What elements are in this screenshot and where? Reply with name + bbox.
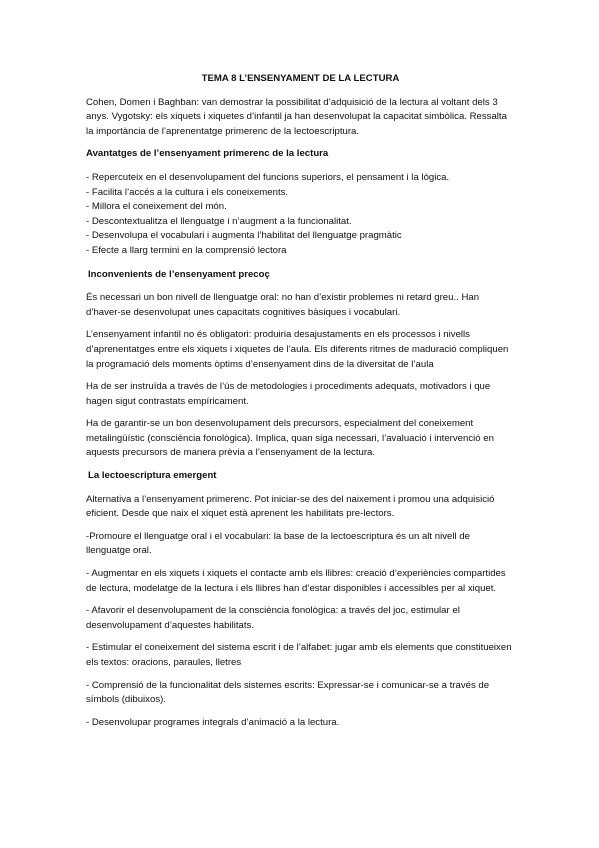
- body-paragraph: Alternativa a l’ensenyament primerenc. Pot iniciar-se des del naixement i promou una adquisició eficient. Desde que naix el xiquet està aprenent les habilitats pre-lectors.: [86, 493, 495, 520]
- document-title: TEMA 8 L’ENSENYAMENT DE LA LECTURA: [201, 73, 400, 84]
- body-paragraph: És necessari un bon nivell de llenguatge oral: no han d’existir problemes ni retard greu.. Han d’haver-se desenvolupat unes capacitats cognitives bàsiques i vocabulari.: [86, 292, 480, 318]
- list-item: - Millora el coneixement del món.: [86, 201, 227, 213]
- list-item: - Descontextualitza el llenguatge i n’augment a la funcionalitat.: [86, 215, 352, 227]
- list-item: - Facilita l’accés a la cultura i els coneixements.: [86, 186, 289, 198]
- section-heading-emergent-literacy: La lectoescriptura emergent: [88, 470, 217, 482]
- section-heading-drawbacks: Inconvenients de l’ensenyament precoç: [88, 268, 270, 280]
- body-paragraph: -Promoure el llenguatge oral i el vocabulari: la base de la lectoescriptura és un alt nivell de llenguatge oral.: [86, 530, 470, 557]
- body-paragraph: L’ensenyament infantil no és obligatori: produiria desajustaments en els processos i nivells d’aprenentatges entre els xiquets i xiquetes de l’aula. Els diferents ritmes de maduració compliquen la programació dels moments òptims d’ensenyament dins de la diversitat de l’aula: [86, 329, 509, 370]
- body-paragraph: - Afavorir el desenvolupament de la consciència fonològica: a través del joc, estimular el desenvolupament d’aquestes habilitats.: [86, 605, 460, 631]
- section-heading-advantages: Avantatges de l’ensenyament primerenc de la lectura: [86, 148, 329, 160]
- body-paragraph: - Estimular el coneixement del sistema escrit i de l’alfabet: jugar amb els elements que constitueixen els textos: oracions, paraules, lletres: [86, 642, 512, 668]
- advantages-list: [86, 171, 515, 259]
- intro-paragraph: Cohen, Domen i Baghban: van demostrar la possibilitat d’adquisició de la lectura al voltant dels 3 anys. Vygotsky: els xiquets i xiquetes d’infantil ja han desenvolupat la capacitat simbòlica. Ressalta la importància de l’aprenentatge primerenc de la lectoescriptura.: [86, 96, 507, 137]
- body-paragraph: Ha de ser instruïda a través de l’ús de metodologies i procediments adequats, motivadors i que hagen sigut contrastats empíricament.: [86, 381, 491, 407]
- list-item: - Efecte a llarg termini en la comprensió lectora: [86, 244, 287, 256]
- body-paragraph: - Desenvolupar programes integrals d’animació a la lectura.: [86, 716, 340, 728]
- list-item: - Repercuteix en el desenvolupament del funcions superiors, el pensament i la lògica.: [86, 171, 450, 183]
- body-paragraph: Ha de garantir-se un bon desenvolupament dels precursors, especialment del coneixement metalingüístic (consciència fonològica). Implica, quan siga necessari, l’avaluació i intervenció en aquests precursors de manera prèvia a l’ensenyament de la lectura.: [86, 418, 494, 459]
- body-paragraph: - Comprensió de la funcionalitat dels sistemes escrits: Expressar-se i comunicar-se a través de símbols (dibuixos).: [86, 679, 490, 706]
- body-paragraph: - Augmentar en els xiquets i xiquets el contacte amb els llibres: creació d’experiències compartides de lectura, modelatge de la lectura i els llibres han d’estar disponibles i accessibles per al xiquet.: [86, 568, 506, 594]
- list-item: - Desenvolupa el vocabulari i augmenta l’habilitat del llenguatge pragmàtic: [86, 230, 402, 242]
